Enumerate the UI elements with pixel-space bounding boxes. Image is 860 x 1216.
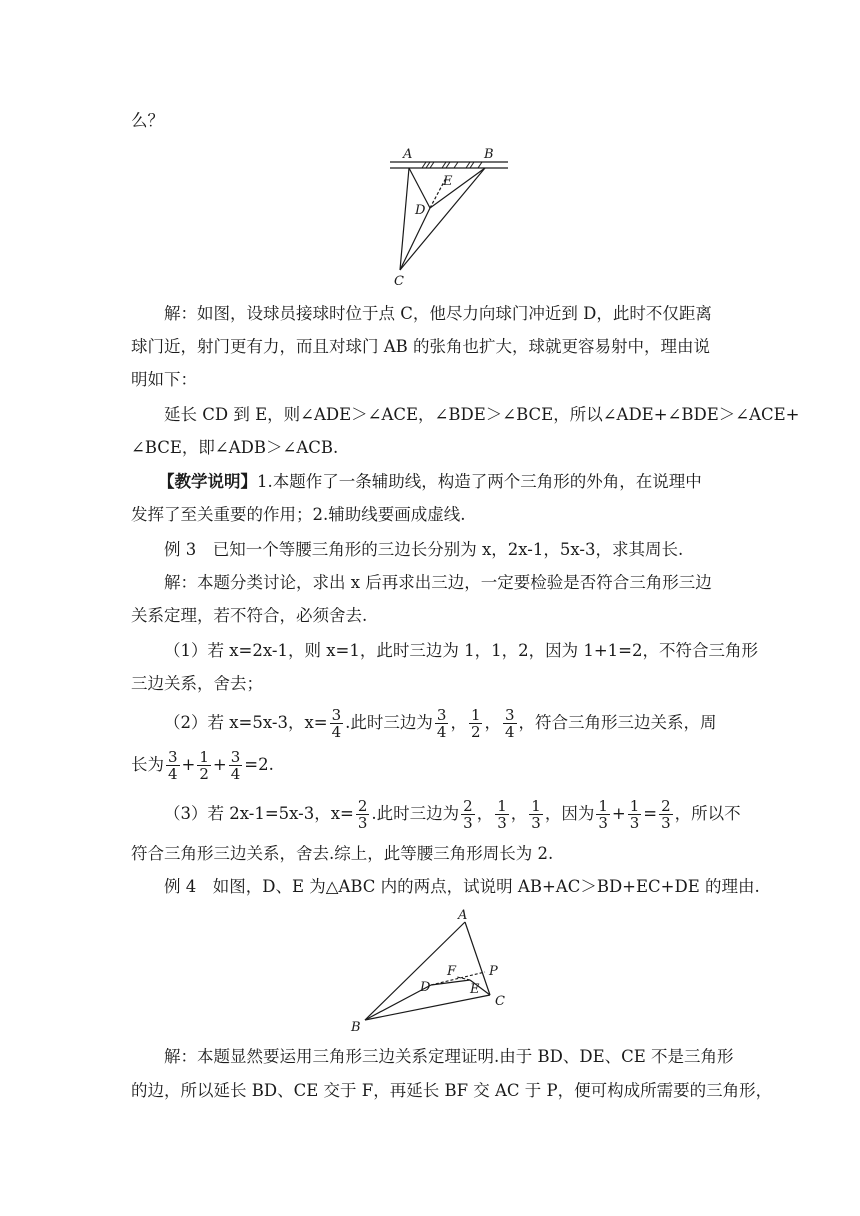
text-line: 三边关系，舍去；: [131, 674, 263, 693]
text-span: +: [181, 755, 196, 774]
label-d: D: [420, 980, 431, 995]
label-d: D: [415, 203, 426, 218]
text-line: ∠BCE，即∠ADB＞∠ACB.: [131, 438, 339, 457]
text-span: ，所以不: [674, 804, 741, 823]
fraction: $\frac{1}{3}$: [497, 797, 507, 832]
label-e: E: [443, 174, 453, 189]
fraction: $\frac{2}{3}$: [463, 797, 473, 832]
text-line: [164, 704, 717, 742]
text-span: （3）若 2x-1=5x-3，x=: [164, 804, 354, 823]
text-line: 解：本题显然要运用三角形三边关系定理证明.由于 BD、DE、CE 不是三角形: [164, 1047, 734, 1066]
fraction: $\frac{3}{4}$: [168, 748, 178, 783]
text-line: [131, 746, 274, 784]
text-span: =2.: [244, 755, 274, 774]
text-line: 关系定理，若不符合，必须舍去.: [131, 606, 368, 625]
text-line: 解：本题分类讨论，求出 x 后再求出三边，一定要检验是否符合三角形三边: [164, 573, 712, 592]
text-line: 延长 CD 到 E，则∠ADE＞∠ACE，∠BDE＞∠BCE，所以∠ADE+∠BDE＞∠ACE+: [164, 405, 800, 424]
fraction: $\frac{1}{3}$: [629, 797, 640, 832]
text-line: 的边，所以延长 BD、CE 交于 F，再延长 BF 交 AC 于 P，便可构成所需要的三角形，: [131, 1081, 773, 1100]
text-span: .此时三边为: [371, 804, 460, 823]
text-line: 么？: [131, 111, 164, 130]
text-line: （1）若 x=2x-1，则 x=1，此时三边为 1，1，2，因为 1+1=2，不符合三角形: [164, 641, 758, 660]
fraction: $\frac{3}{4}$: [230, 748, 241, 783]
fraction: $\frac{2}{3}$: [357, 797, 368, 832]
text-span: ，符合三角形三边关系，周: [518, 713, 717, 732]
text-span: ，: [450, 713, 467, 732]
text-line: [164, 795, 741, 833]
label-a: A: [458, 908, 468, 923]
text-span: ，因为: [544, 804, 595, 823]
text-span: ，: [510, 804, 528, 823]
label-e: E: [470, 982, 480, 997]
label-a: A: [403, 147, 413, 162]
fraction: $\frac{3}{4}$: [504, 706, 515, 741]
text-span: （2）若 x=5x-3，x=: [164, 713, 328, 732]
text-span: +: [212, 755, 227, 774]
text-line: 符合三角形三边关系，舍去.综上，此等腰三角形周长为 2.: [131, 844, 554, 863]
text-line: 明如下：: [131, 370, 197, 389]
figure-triangle-diagram: [345, 905, 525, 1035]
label-f: F: [447, 964, 457, 979]
text-line: [158, 471, 702, 493]
text-span: 长为: [131, 755, 164, 774]
text-line: 解：如图，设球员接球时位于点 C，他尽力向球门冲近到 D，此时不仅距离: [164, 304, 712, 323]
text-line: 例 3 已知一个等腰三角形的三边长分别为 x，2x-1，5x-3，求其周长.: [164, 540, 684, 559]
fraction: $\frac{3}{4}$: [331, 706, 342, 741]
fraction: $\frac{3}{4}$: [436, 706, 447, 741]
text-span: ，: [484, 713, 501, 732]
fraction: $\frac{1}{2}$: [470, 706, 481, 741]
label-c: C: [495, 994, 505, 1009]
fraction: $\frac{1}{3}$: [598, 797, 608, 832]
label-b: B: [351, 1020, 361, 1035]
fraction: $\frac{1}{2}$: [199, 748, 209, 783]
text-span: ，: [476, 804, 494, 823]
figure-goal-diagram: [380, 142, 520, 292]
text-span: 1.本题作了一条辅助线，构造了两个三角形的外角，在说理中: [257, 472, 702, 491]
label-b: B: [484, 147, 494, 162]
text-line: 例 4 如图，D、E 为△ABC 内的两点，试说明 AB+AC＞BD+EC+DE 的理由.: [164, 877, 760, 896]
label-c: C: [394, 274, 404, 289]
text-span: .此时三边为: [345, 713, 433, 732]
fraction: $\frac{2}{3}$: [661, 797, 671, 832]
teaching-note-tag: 【教学说明】: [158, 472, 257, 491]
label-p: P: [489, 964, 498, 979]
text-span: +: [611, 804, 626, 823]
text-line: 球门近，射门更有力，而且对球门 AB 的张角也扩大，球就更容易射中，理由说: [131, 337, 711, 356]
fraction: $\frac{1}{3}$: [531, 797, 541, 832]
text-line: 发挥了至关重要的作用；2.辅助线要画成虚线.: [131, 505, 466, 524]
text-span: =: [643, 804, 658, 823]
